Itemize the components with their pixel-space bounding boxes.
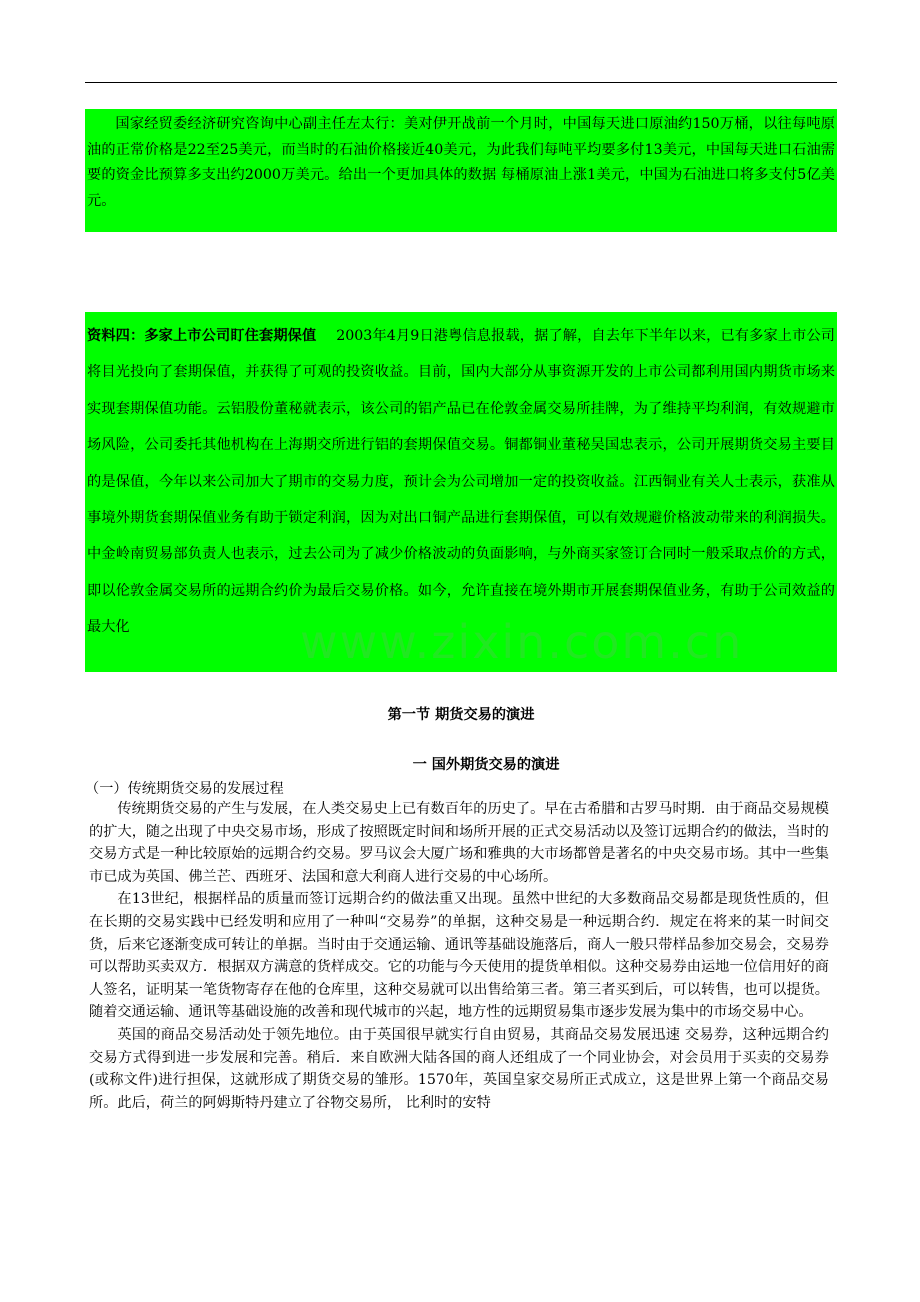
highlight-box-quote [85,109,837,232]
watermark: www.zixin.com.cn [300,615,744,669]
material-four-heading: 资料四：多家上市公司盯住套期保值 [87,328,317,344]
section-subtitle: 一 国外期货交易的演进 [412,757,560,773]
material-four-paragraph [87,318,835,646]
material-four-body: 2003年4月9日港粤信息报载，据了解，自去年下半年以来，已有多家上市公司将目光投向了套期保值，并获得了可观的投资收益。目前，国内大部分从事资源开发的上市公司都利用国内期货市场来实现套期保值功能。云铝股份董秘就表示，该公司的铝产品已在伦敦金属交易所挂牌，为了维持平均利润，有效规避市场风险，公司委托其他机构在上海期交所进行铝的套期保值交易。铜都铜业董秘吴国忠表示，公司开展期货交易主要目的是保值，今年以来公司加大了期市的交易力度，预计会为公司增加一定的投资收益。江西铜业有关人士表示，获准从事境外期货套期保值业务有助于锁定利润，因为对出口铜产品进行套期保值，可以有效规避价格波动带来的利润损失。中金岭南贸易部负责人也表示，过去公司为了减少价格波动的负面影响，与外商买家签订合同时一般采取点价的方式，即以伦敦金属交易所的远期合约价为最后交易价格。如今，允许直接在境外期市开展套期保值业务，有助于公司效益的最大化 [87,328,835,636]
subheading: （一）传统期货交易的发展过程 [85,781,284,797]
body-paragraph-1: 传统期货交易的产生与发展，在人类交易史上已有数百年的历史了。早在古希腊和古罗马时期．由于商品交易规模的扩大，随之出现了中央交易市场，形成了按照既定时间和场所开展的正式交易活动以及签订远期合约的做法，当时的交易方式是一种比较原始的远期合约交易。罗马议会大厦广场和雅典的大市场都曾是著名的中央交易市场。其中一些集市已成为英国、佛兰芒、西班牙、法国和意大利商人进行交易的中心场所。 [89,801,829,885]
body-paragraph-2: 在13世纪，根据样品的质量而签订远期合约的做法重又出现。虽然中世纪的大多数商品交易都是现货性质的，但在长期的交易实践中已经发明和应用了一种叫“交易券”的单据，这种交易是一种远期合约．规定在将来的某一时间交货，后来它逐渐变成可转让的单据。当时由于交通运输、通讯等基础设施落后，商人一般只带样品参加交易会，交易券可以帮助买卖双方．根据双方满意的货样成交。它的功能与今天使用的提货单相似。这种交易券由运地一位信用好的商人签名，证明某一笔货物寄存在他的仓库里，这种交易就可以出售给第三者。第三者买到后，可以转售，也可以提货。随着交通运输、通讯等基础设施的改善和现代城市的兴起，地方性的远期贸易集市逐步发展为集中的市场交易中心。 [89,891,829,1021]
section-title: 第一节 期货交易的演进 [387,707,535,723]
quote-paragraph: 国家经贸委经济研究咨询中心副主任左太行：美对伊开战前一个月时，中国每天进口原油约150万桶，以往每吨原油的正常价格是22至25美元，而当时的石油价格接近40美元，为此我们每吨平均要多付13美元，中国每天进口石油需要的资金比预算多支出约2000万美元。给出一个更加具体的数据 每桶原油上涨1美元，中国为石油进口将多支付5亿美元。 [87,116,835,209]
body-text [89,798,829,1114]
header-rule [85,82,837,83]
body-paragraph-3: 英国的商品交易活动处于领先地位。由于英国很早就实行自由贸易，其商品交易发展迅速 交易券，这种远期合约交易方式得到进一步发展和完善。稍后．来自欧洲大陆各国的商人还组成了一个同业协会，对会员用于买卖的交易券(或称文件)进行担保，这就形成了期货交易的雏形。1570年，英国皇家交易所正式成立，这是世界上第一个商品交易所。此后，荷兰的阿姆斯特丹建立了谷物交易所， 比利时的安特 [89,1026,829,1111]
